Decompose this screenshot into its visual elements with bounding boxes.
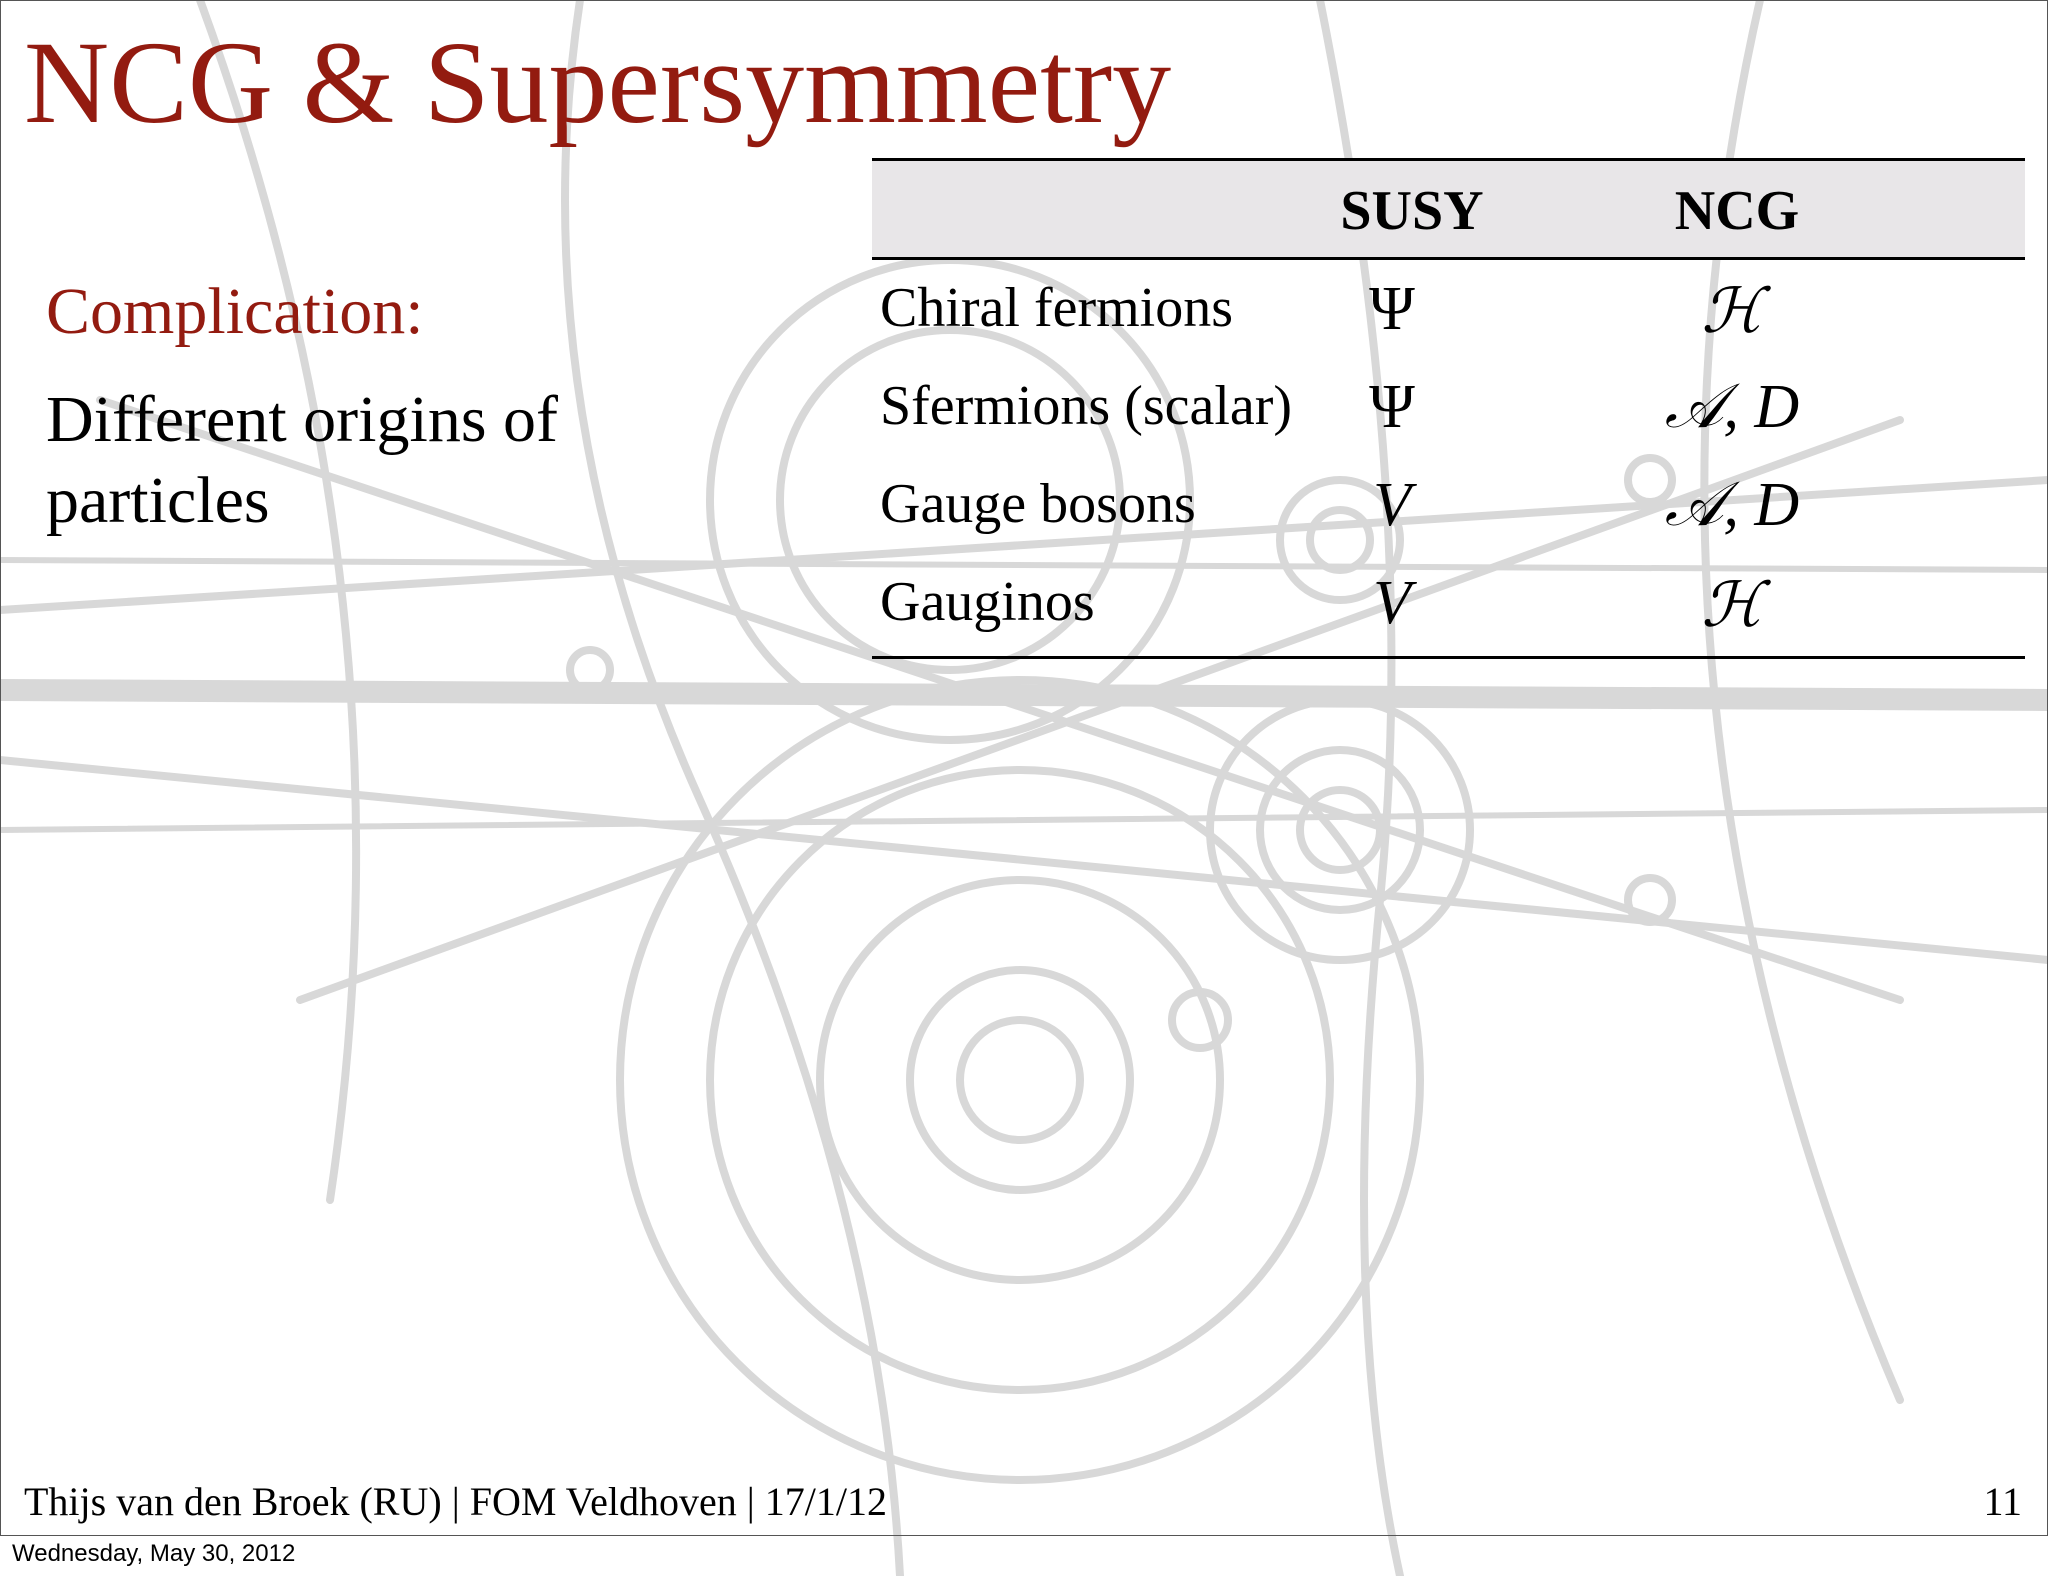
susy-symbol: V (1373, 569, 1411, 637)
ncg-symbol: ℋ (1701, 572, 1763, 640)
complication-text: Different origins of particles (46, 383, 558, 537)
row-name: Chiral fermions (880, 277, 1234, 339)
table-row (872, 358, 2025, 456)
footer-credit: Thijs van den Broek (RU) | FOM Veldhoven | 17/1/12 (24, 1479, 887, 1524)
header-susy: SUSY (1340, 180, 1484, 242)
ncg-symbol: ℋ (1701, 278, 1763, 346)
print-date: Wednesday, May 30, 2012 (12, 1540, 296, 1567)
comparison-table (872, 158, 2025, 659)
row-name: Gauge bosons (880, 473, 1196, 535)
susy-symbol: Ψ (1369, 275, 1415, 343)
susy-symbol: Ψ (1369, 373, 1415, 441)
table-row (872, 554, 2025, 652)
ncg-symbol: 𝒜, D (1664, 471, 1800, 539)
ncg-symbol: 𝒜, D (1664, 373, 1800, 441)
table-body (872, 260, 2025, 659)
table-header (872, 158, 2025, 260)
row-name: Gauginos (880, 571, 1095, 633)
slide-title: NCG & Supersymmetry (24, 17, 1172, 148)
complication-label: Complication: (46, 275, 424, 348)
table-row (872, 260, 2025, 358)
susy-symbol: V (1373, 471, 1411, 539)
table-row (872, 456, 2025, 554)
page-number: 11 (1983, 1479, 2022, 1524)
header-ncg: NCG (1674, 180, 1800, 242)
row-name: Sfermions (scalar) (880, 375, 1293, 437)
